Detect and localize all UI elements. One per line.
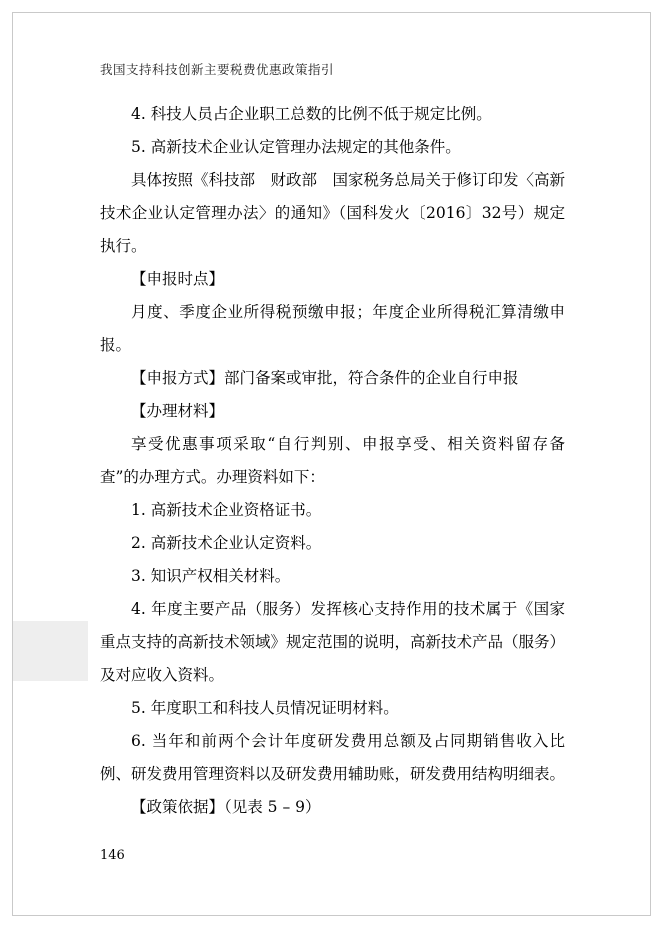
paragraph: 5. 高新技术企业认定管理办法规定的其他条件。 bbox=[131, 138, 461, 156]
section-heading-banli-cailiao: 【办理材料】 bbox=[131, 402, 225, 420]
list-item: 1. 高新技术企业资格证书。 bbox=[131, 501, 322, 519]
page-thumb-tab bbox=[13, 621, 88, 681]
body-text bbox=[100, 98, 565, 824]
list-item: 5. 年度职工和科技人员情况证明材料。 bbox=[131, 699, 399, 717]
list-item: 2. 高新技术企业认定资料。 bbox=[131, 534, 322, 552]
paragraph: 月度、季度企业所得税预缴申报；年度企业所得税汇算清缴申报。 bbox=[100, 303, 565, 354]
paragraph: 享受优惠事项采取“自行判别、申报享受、相关资料留存备查”的办理方式。办理资料如下： bbox=[100, 435, 565, 486]
section-heading-shenbao-shidian: 【申报时点】 bbox=[131, 270, 225, 288]
section-heading-shenbao-fangshi: 【申报方式】部门备案或审批，符合条件的企业自行申报 bbox=[131, 369, 519, 387]
list-item: 3. 知识产权相关材料。 bbox=[131, 567, 291, 585]
paragraph: 具体按照《科技部 财政部 国家税务总局关于修订印发〈高新技术企业认定管理办法〉的通知》（国科发火〔2016〕32号）规定执行。 bbox=[100, 171, 566, 255]
running-head: 我国支持科技创新主要税费优惠政策指引 bbox=[100, 62, 335, 77]
paragraph: 4. 科技人员占企业职工总数的比例不低于规定比例。 bbox=[131, 105, 492, 123]
section-heading-zhengce-yiju: 【政策依据】（见表 5 – 9） bbox=[131, 798, 321, 816]
list-item: 4. 年度主要产品（服务）发挥核心支持作用的技术属于《国家重点支持的高新技术领域》规定范围的说明，高新技术产品（服务）及对应收入资料。 bbox=[100, 600, 566, 684]
page-content bbox=[100, 60, 565, 824]
list-item: 6. 当年和前两个会计年度研发费用总额及占同期销售收入比例、研发费用管理资料以及研发费用辅助账，研发费用结构明细表。 bbox=[100, 732, 566, 783]
page-number: 146 bbox=[100, 848, 125, 863]
